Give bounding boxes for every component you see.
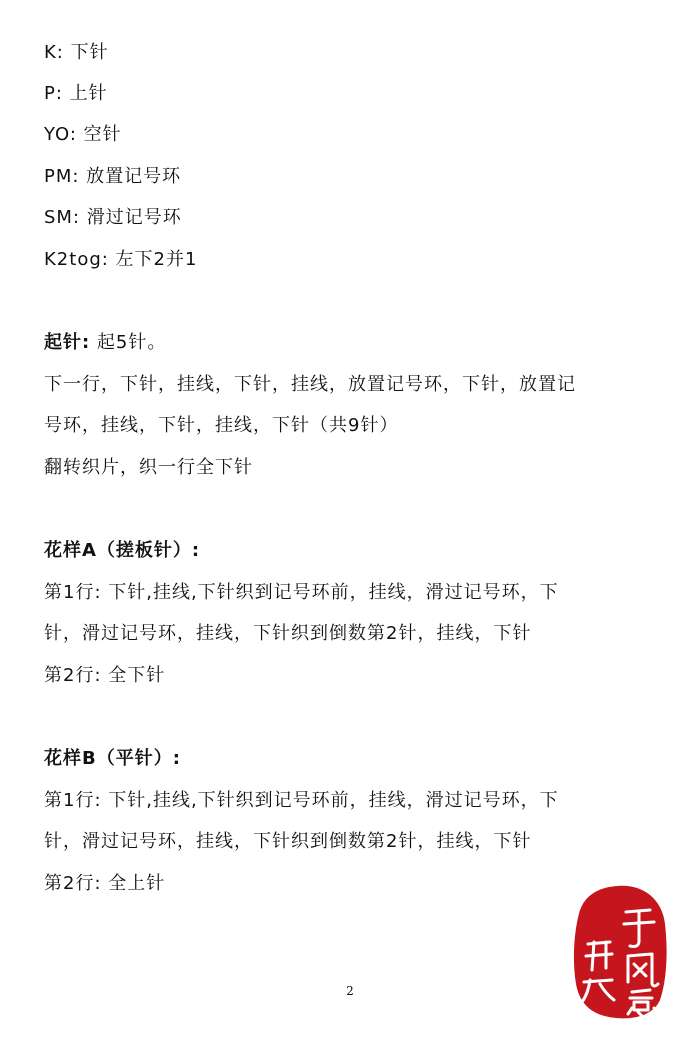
abbreviation-k: K: 下针 (44, 42, 109, 63)
pattern-b-row-1-cont: 针，滑过记号环，挂线，下针织到倒数第2针，挂线，下针 (44, 831, 532, 852)
cast-on-step-1: 下一行，下针，挂线，下针，挂线，放置记号环，下针，放置记 (44, 374, 576, 395)
pattern-a-heading: 花样A（搓板针）: (44, 540, 201, 561)
cast-on-line (44, 330, 654, 356)
abbreviation-k2tog: K2tog: 左下2并1 (44, 249, 198, 270)
cast-on-label: 起针: (44, 332, 91, 353)
seal-stamp-icon (572, 884, 668, 1020)
abbreviation-p: P: 上针 (44, 83, 108, 104)
pattern-b-row-1: 第1行: 下针,挂线,下针织到记号环前，挂线，滑过记号环，下 (44, 790, 559, 811)
pattern-a-row-2: 第2行: 全下针 (44, 665, 166, 686)
pattern-b-row-2: 第2行: 全上针 (44, 873, 166, 894)
abbreviation-sm: SM: 滑过记号环 (44, 207, 182, 228)
cast-on-step-3: 翻转织片，织一行全下针 (44, 457, 253, 478)
abbreviation-yo: YO: 空针 (44, 124, 122, 145)
page-number: 2 (346, 984, 354, 998)
pattern-b-heading: 花样B（平针）: (44, 748, 181, 769)
cast-on-step-2: 号环，挂线，下针，挂线，下针（共9针） (44, 415, 399, 436)
cast-on-text: 起5针。 (90, 332, 167, 353)
pattern-a-row-1: 第1行: 下针,挂线,下针织到记号环前，挂线，滑过记号环，下 (44, 582, 559, 603)
pattern-a-row-1-cont: 针，滑过记号环，挂线，下针织到倒数第2针，挂线，下针 (44, 623, 532, 644)
abbreviation-pm: PM: 放置记号环 (44, 166, 182, 187)
